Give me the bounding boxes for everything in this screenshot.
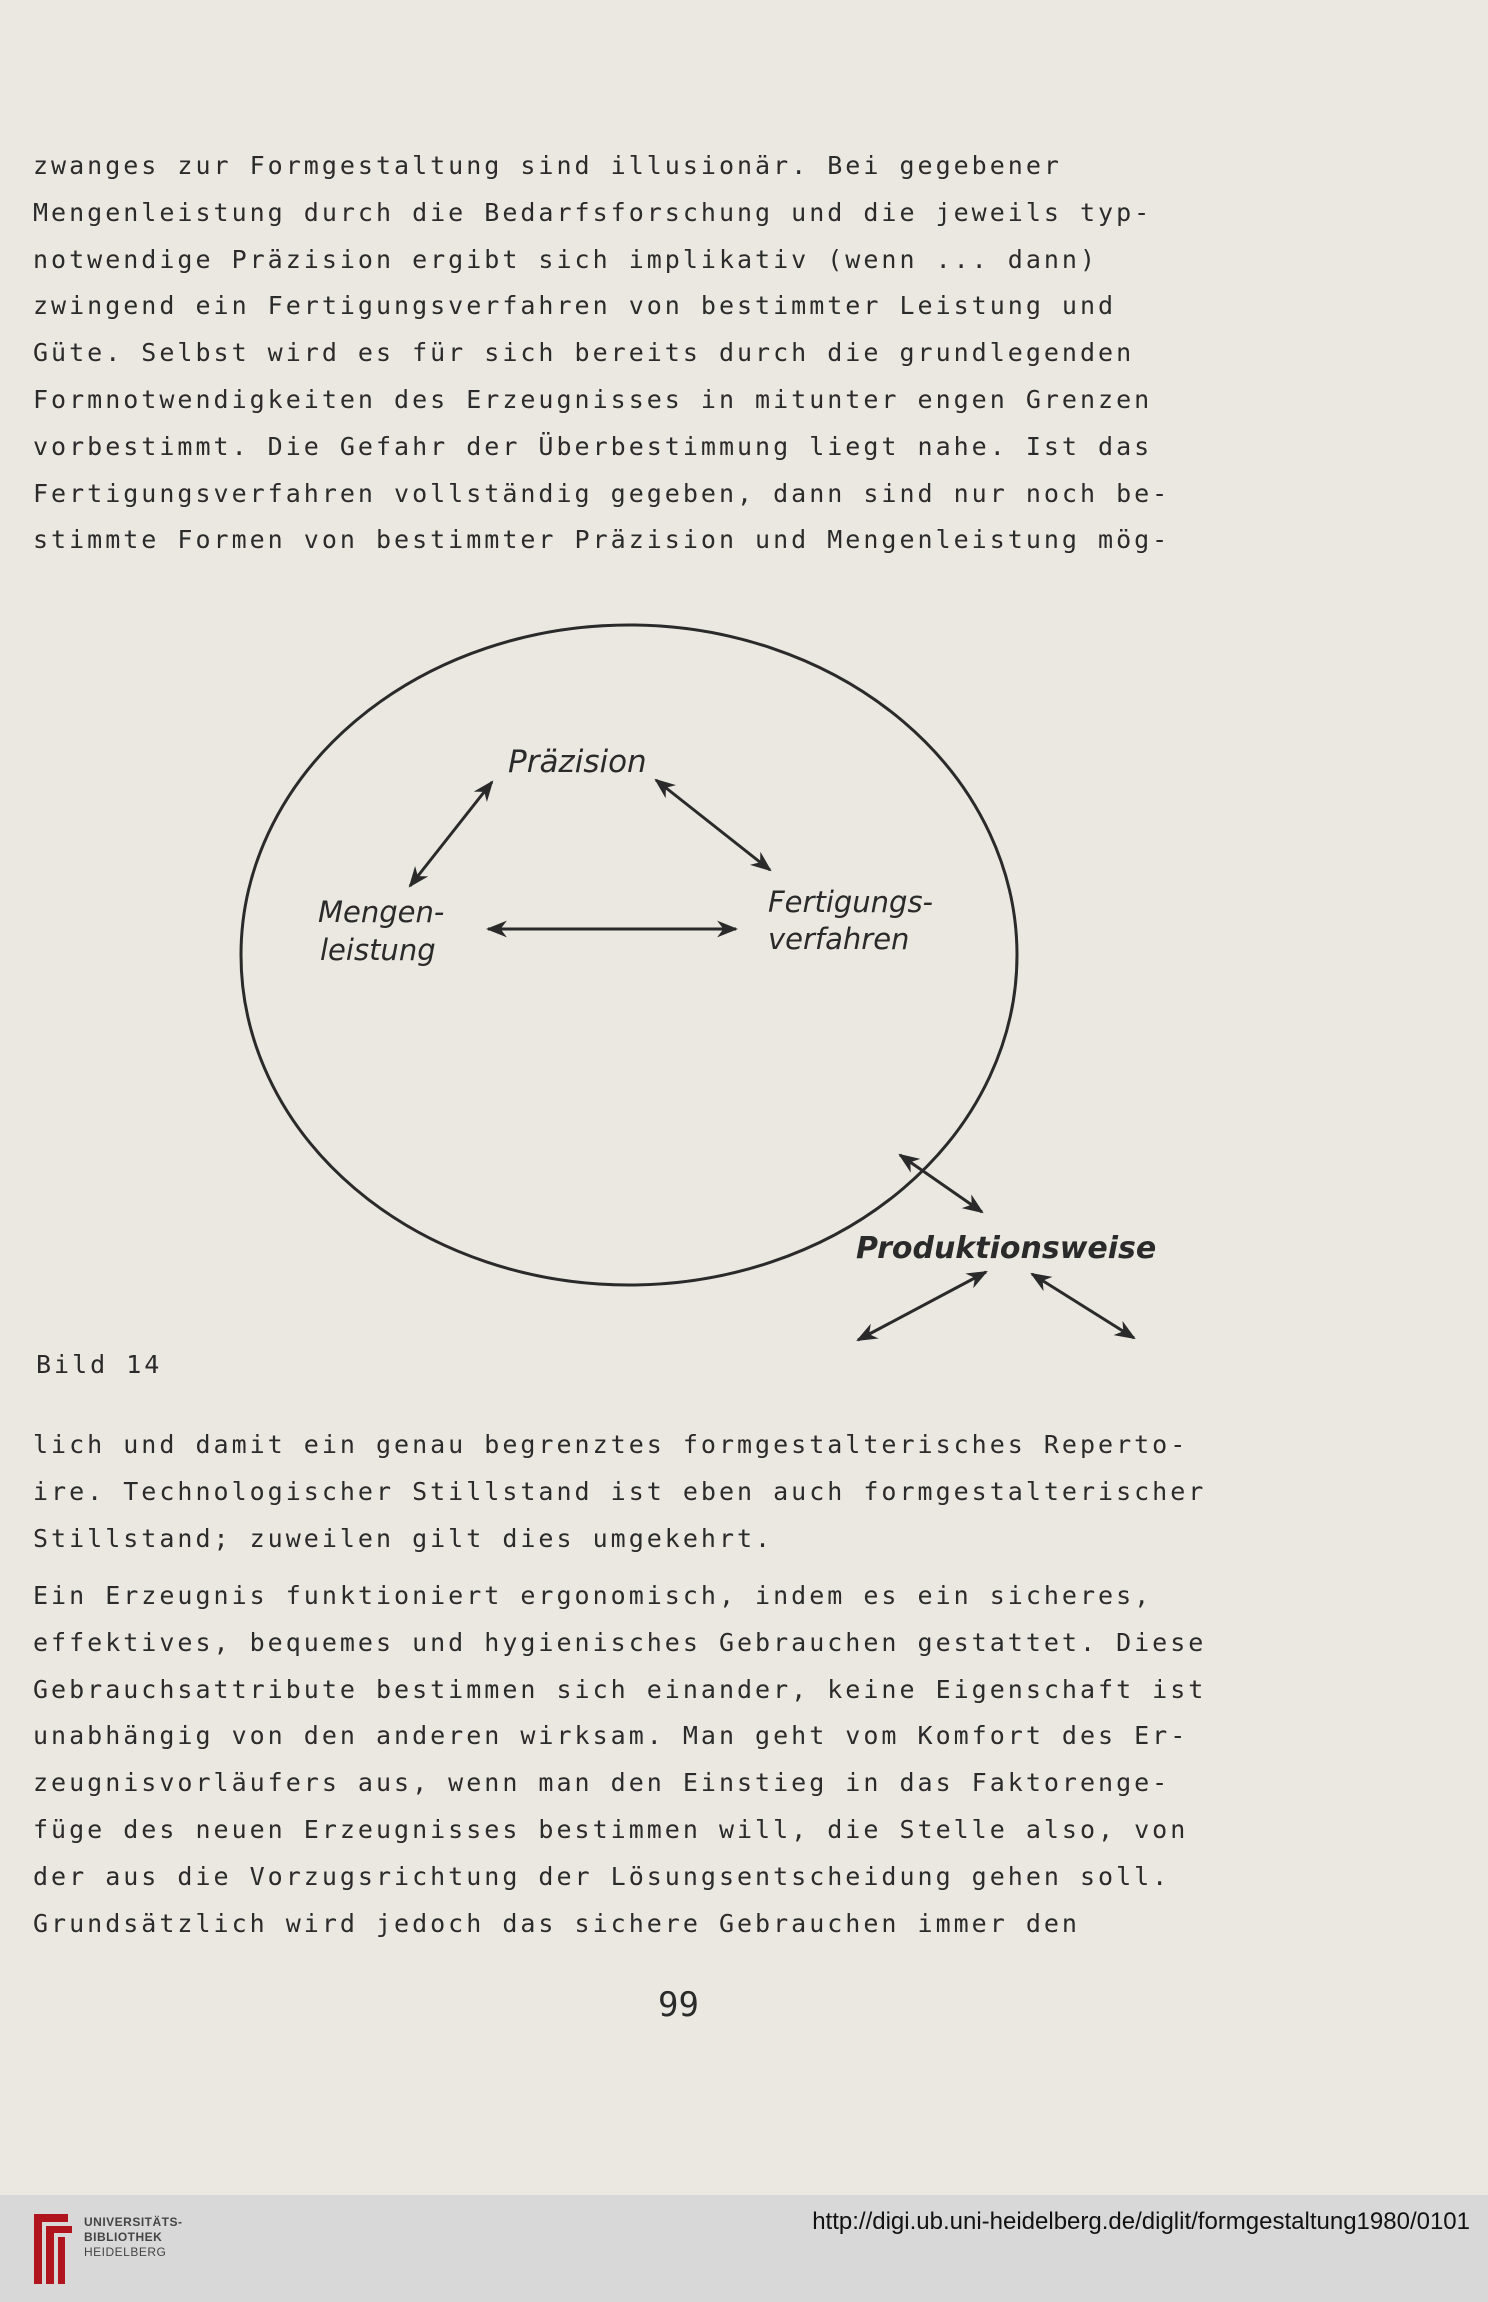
text-line: ire. Technologischer Stillstand ist eben auch formgestalterischer <box>33 1476 1207 1506</box>
paragraph-3 <box>33 1573 1283 1947</box>
text-line: Formnotwendigkeiten des Erzeugnisses in mitunter engen Grenzen <box>33 384 1153 414</box>
page-number: 99 <box>658 1985 699 2025</box>
library-name-line: BIBLIOTHEK <box>84 2230 163 2244</box>
label-produktionsweise: Produktionsweise <box>856 1231 1157 1266</box>
figure-caption: Bild 14 <box>36 1350 163 1379</box>
library-name <box>84 2215 183 2260</box>
arrow-praezision-mengenleistung <box>410 782 492 886</box>
label-fertigungsverfahren-line1: Fertigungs- <box>768 885 934 919</box>
arrow-praezision-fertigung <box>656 780 770 870</box>
library-name-line: UNIVERSITÄTS- <box>84 2215 183 2229</box>
source-url-link[interactable]: http://digi.ub.uni-heidelberg.de/diglit/formgestaltung1980/0101 <box>812 2208 1470 2235</box>
label-mengenleistung <box>318 895 454 967</box>
text-line: notwendige Präzision ergibt sich implikativ (wenn ... dann) <box>33 244 1099 274</box>
text-line: unabhängig von den anderen wirksam. Man geht vom Komfort des Er- <box>33 1721 1189 1751</box>
text-line: Gebrauchsattribute bestimmen sich einander, keine Eigenschaft ist <box>33 1674 1207 1704</box>
paragraph-1 <box>33 143 1283 564</box>
text-line: vorbestimmt. Die Gefahr der Überbestimmung liegt nahe. Ist das <box>33 431 1153 461</box>
arrow-produktionsweise-left <box>858 1272 986 1340</box>
library-logo-icon <box>30 2206 78 2292</box>
text-line: Ein Erzeugnis funktioniert ergonomisch, indem es ein sicheres, <box>33 1581 1153 1610</box>
text-line: füge des neuen Erzeugnisses bestimmen will, die Stelle also, von <box>33 1814 1189 1844</box>
label-fertigungsverfahren-line2: verfahren <box>768 922 910 956</box>
text-line: stimmte Formen von bestimmter Präzision und Mengenleistung mög- <box>33 525 1171 555</box>
text-line: Fertigungsverfahren vollständig gegeben, dann sind nur noch be- <box>33 478 1171 508</box>
text-line: lich und damit ein genau begrenztes formgestalterisches Reperto- <box>33 1430 1189 1459</box>
arrow-circle-produktionsweise <box>900 1155 982 1212</box>
production-diagram <box>0 580 1488 1350</box>
text-line: Güte. Selbst wird es für sich bereits durch die grundlegenden <box>33 338 1135 368</box>
text-line: zwingend ein Fertigungsverfahren von bestimmter Leistung und <box>33 291 1117 321</box>
label-fertigungsverfahren <box>768 885 942 956</box>
label-mengenleistung-line2: leistung <box>320 933 436 967</box>
text-line: Mengenleistung durch die Bedarfsforschung und die jeweils typ- <box>33 197 1153 227</box>
text-line: effektives, bequemes und hygienisches Gebrauchen gestattet. Diese <box>33 1627 1207 1657</box>
text-line: Grundsätzlich wird jedoch das sichere Gebrauchen immer den <box>33 1908 1080 1938</box>
text-line: Stillstand; zuweilen gilt dies umgekehrt. <box>33 1523 774 1553</box>
text-line: zeugnisvorläufers aus, wenn man den Einstieg in das Faktorenge- <box>33 1768 1171 1798</box>
arrow-produktionsweise-right <box>1032 1274 1134 1338</box>
label-praezision: Präzision <box>508 744 647 780</box>
library-name-line: HEIDELBERG <box>84 2245 167 2259</box>
label-mengenleistung-line1: Mengen- <box>318 895 445 929</box>
text-line: zwanges zur Formgestaltung sind illusionär. Bei gegebener <box>33 151 1062 180</box>
paragraph-2 <box>33 1422 1283 1562</box>
text-line: der aus die Vorzugsrichtung der Lösungsentscheidung gehen soll. <box>33 1861 1171 1891</box>
